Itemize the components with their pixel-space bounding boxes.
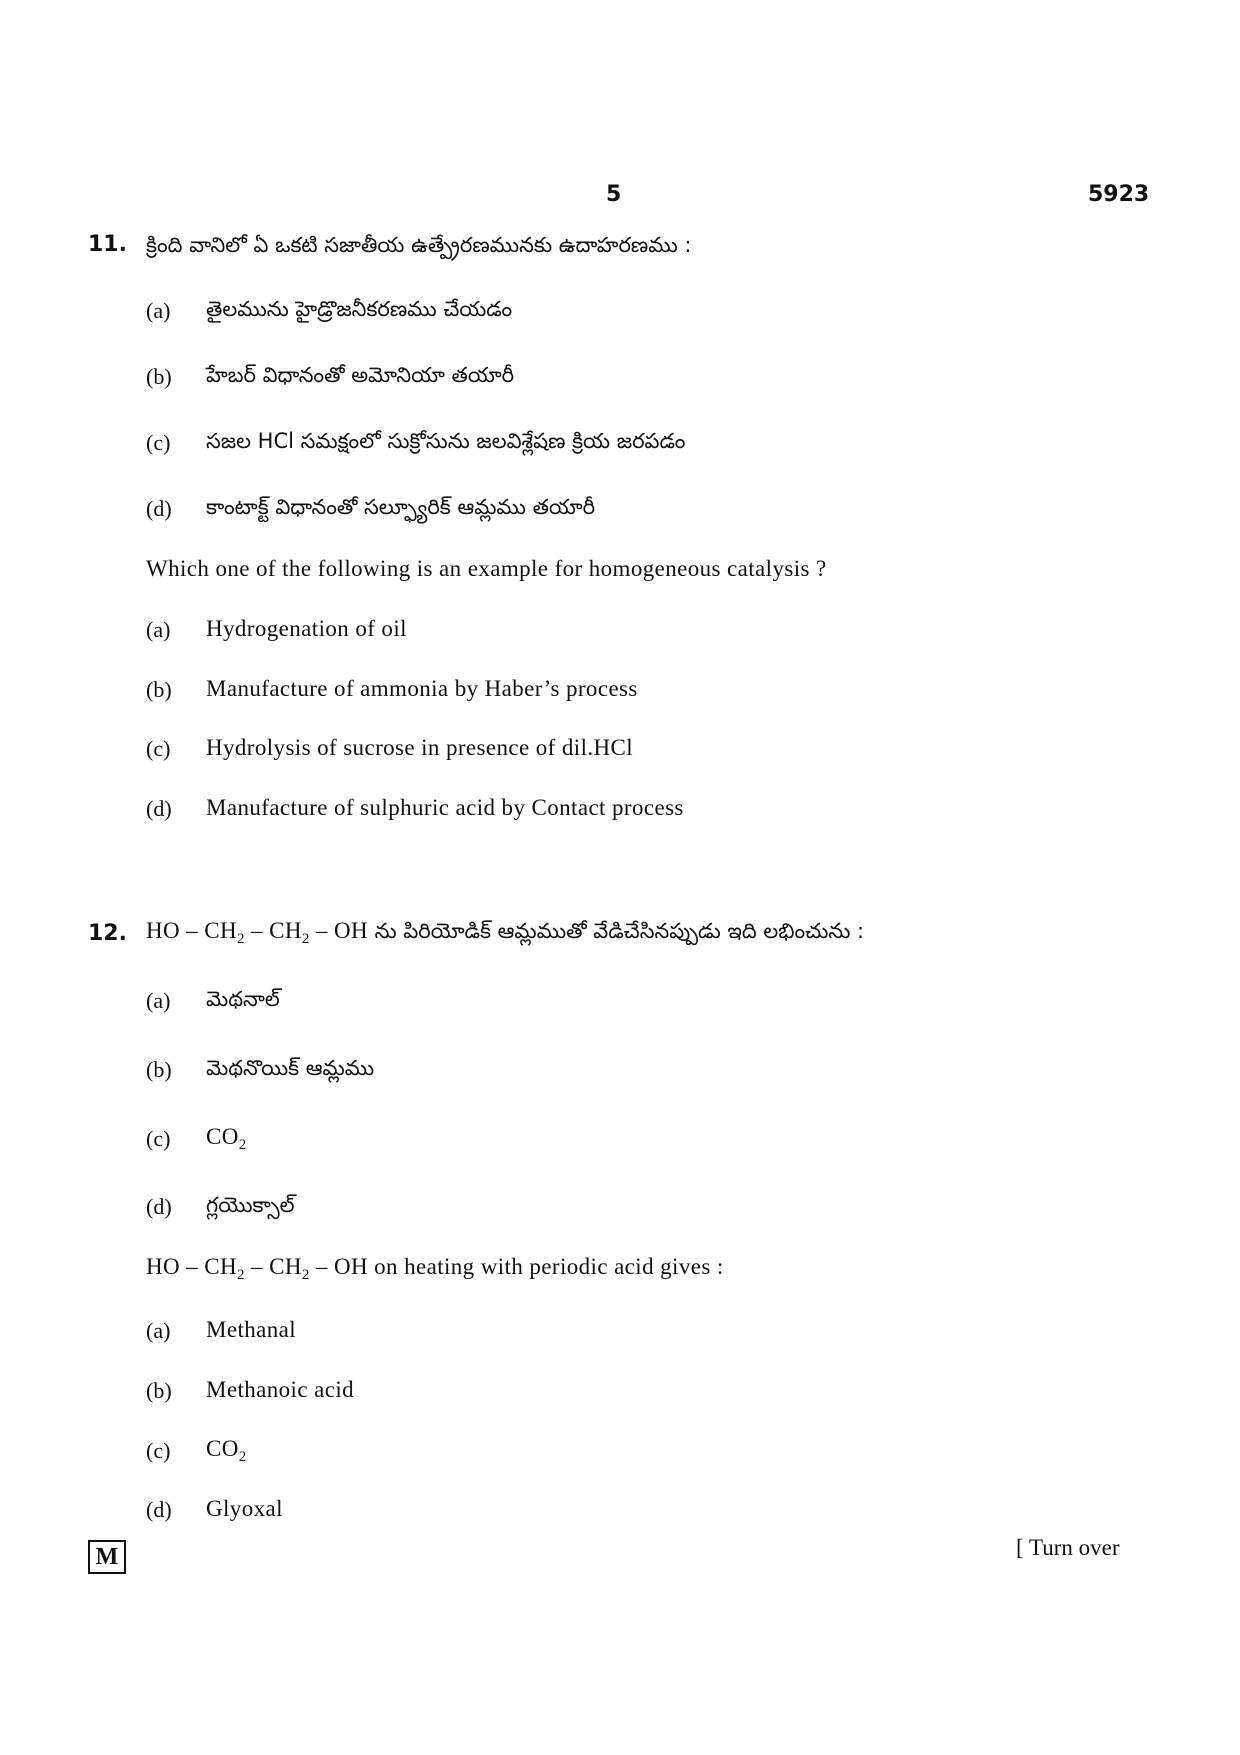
chemical-formula: HO – $CH_2 - CH_2$ – OH <box>146 1254 368 1283</box>
option-label: (c) <box>146 430 171 455</box>
english-option-text: Glyoxal <box>206 1496 283 1521</box>
english-question-stem: Which one of the following is an example for homogeneous catalysis ? <box>146 556 827 581</box>
page-number: 5 <box>606 182 622 207</box>
paper-code: 5923 <box>1088 182 1150 207</box>
telugu-option-text: సజల HCl సమక్షంలో సుక్రోసును జలవిశ్లేషణ క్రియ జరపడం <box>206 429 686 453</box>
telugu-question-stem <box>146 918 864 949</box>
option-label: (a) <box>146 988 171 1013</box>
telugu-option-text: తైలమును హైడ్రొజనీకరణము చేయడం <box>206 297 513 321</box>
option-label: (b) <box>146 677 172 702</box>
option-label: (d) <box>146 796 172 821</box>
english-option-text: $CO_2$ <box>206 1436 247 1465</box>
chemical-formula: HO – $CH_2 - CH_2$ – OH <box>146 918 368 947</box>
english-option-text: Hydrogenation of oil <box>206 616 407 641</box>
option-label: (b) <box>146 364 172 389</box>
question-number: 11. <box>88 232 127 257</box>
option-label: (b) <box>146 1057 172 1082</box>
telugu-option-text: హేబర్ విధానంతో అమోనియా తయారీ <box>206 363 515 387</box>
option-label: (a) <box>146 298 171 323</box>
option-label: (d) <box>146 1194 172 1219</box>
option-label: (b) <box>146 1378 172 1403</box>
english-stem-suffix: on heating with periodic acid gives : <box>367 1254 724 1279</box>
option-label: (a) <box>146 1318 171 1343</box>
option-label: (d) <box>146 496 172 521</box>
english-option-text: Hydrolysis of sucrose in presence of dil.HCl <box>206 735 634 760</box>
english-question-stem <box>146 1254 724 1283</box>
option-label: (a) <box>146 617 171 642</box>
option-label: (c) <box>146 1126 171 1151</box>
option-label: (c) <box>146 736 171 761</box>
question-number: 12. <box>88 921 127 946</box>
telugu-question-stem: క్రింది వానిలో ఏ ఒకటి సజాతీయ ఉత్ప్రేరణమునకు ఉదాహరణము : <box>146 233 692 257</box>
telugu-stem-suffix: ను పిరియోడిక్ ఆమ్లముతో వేడిచేసినప్పుడు ఇది లభించును : <box>367 919 865 943</box>
english-option-text: Methanal <box>206 1317 297 1342</box>
telugu-option-text: మెథనొయిక్ ఆమ్లము <box>206 1056 375 1080</box>
telugu-option-text: గ్లయొక్సాల్ <box>206 1193 295 1217</box>
english-option-text: Methanoic acid <box>206 1377 355 1402</box>
option-label: (c) <box>146 1438 171 1463</box>
medium-mark-box: M <box>88 1540 126 1574</box>
english-option-text: Manufacture of ammonia by Haber’s process <box>206 676 638 701</box>
telugu-option-text: మెథనాల్ <box>206 987 280 1011</box>
telugu-option-text: $CO_2$ <box>206 1124 247 1153</box>
english-option-text: Manufacture of sulphuric acid by Contact process <box>206 795 684 820</box>
option-label: (d) <box>146 1497 172 1522</box>
telugu-option-text: కాంటాక్ట్ విధానంతో సల్ఫ్యూరిక్ ఆమ్లము తయారీ <box>206 495 596 519</box>
turn-over-note: [ Turn over <box>1016 1535 1120 1560</box>
